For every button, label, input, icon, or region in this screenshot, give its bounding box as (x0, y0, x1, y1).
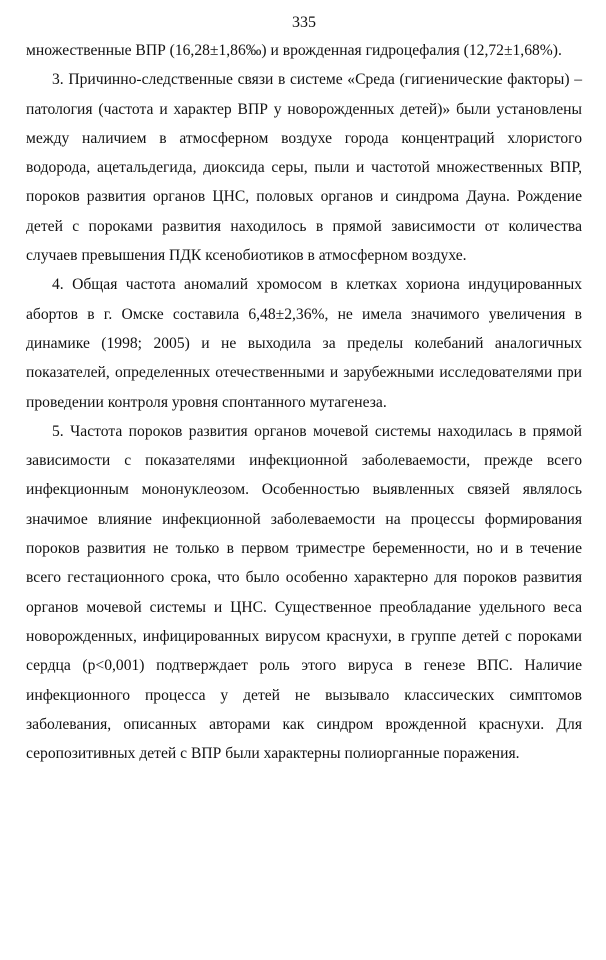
paragraph-continuation: множественные ВПР (16,28±1,86‰) и врожденная гидроцефалия (12,72±1,68%). (26, 42, 562, 59)
paragraph-5: 5. Частота пороков развития органов мочевой системы находилась в прямой зависимости с показателями инфекционной заболеваемости, прежде всего инфекционным мононуклеозом. Особенностью выявленных связей являлось значимое влияние инфекционной заболеваемости на процессы формирования пороков развития не только в первом триместре беременности, но и в течение всего гестационного срока, что было особенно характерно для пороков развития органов мочевой системы и ЦНС. Существенное преобладание удельного веса новорожденных, инфицированных вирусом краснухи, в группе детей с пороками сердца (p<0,001) подтверждает роль этого вируса в генезе ВПС. Наличие инфекционного процесса у детей не вызывало классических симптомов заболевания, описанных авторами как синдром врожденной краснухи. Для серопозитивных детей с ВПР были характерны полиорганные поражения. (26, 422, 582, 763)
document-page (26, 12, 582, 768)
page-number: 335 (292, 14, 316, 31)
paragraph-3: 3. Причинно-следственные связи в системе «Среда (гигиенические факторы) – патология (частота и характер ВПР у новорожденных детей)» были установлены между наличием в атмосферном воздухе города концентраций хлористого водорода, ацетальдегида, диоксида серы, пыли и частотой множественных ВПР, пороков развития органов ЦНС, половых органов и синдрома Дауна. Рождение детей с пороками развития находилось в прямой зависимости от количества случаев превышения ПДК ксенобиотиков в атмосферном воздухе. (26, 71, 582, 265)
paragraph-4: 4. Общая частота аномалий хромосом в клетках хориона индуцированных абортов в г. Омске составила 6,48±2,36%, не имела значимого увеличения в динамике (1998; 2005) и не выходила за пределы колебаний аналогичных показателей, определенных отечественными и зарубежными исследователями при проведении контроля уровня спонтанного мутагенеза. (26, 276, 582, 411)
